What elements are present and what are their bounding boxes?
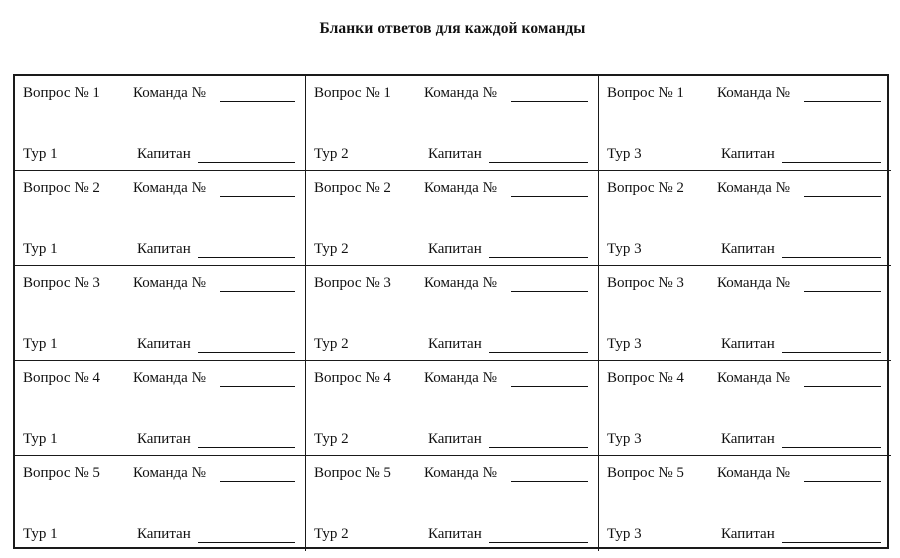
question-label-text: Вопрос №	[314, 465, 380, 481]
question-label-text: Вопрос №	[607, 85, 673, 101]
question-number: 5	[92, 465, 100, 481]
card-header-line	[599, 275, 891, 295]
round-label-text: Тур	[314, 146, 338, 162]
question-number: 2	[383, 180, 391, 196]
round-label	[23, 431, 58, 448]
round-label	[23, 241, 58, 258]
captain-label: Капитан	[428, 336, 482, 352]
question-label-text: Вопрос №	[23, 370, 89, 386]
card-header-line	[306, 180, 598, 200]
question-number: 5	[383, 465, 391, 481]
captain-name-blank[interactable]	[782, 162, 881, 163]
round-number: 2	[341, 431, 349, 447]
captain-name-blank[interactable]	[489, 352, 588, 353]
round-label	[607, 336, 642, 353]
page-title: Бланки ответов для каждой команды	[319, 20, 586, 37]
captain-label: Капитан	[137, 241, 191, 257]
question-label-text: Вопрос №	[314, 370, 380, 386]
card-footer-line	[306, 431, 598, 451]
round-label	[314, 241, 349, 258]
card-footer-line	[15, 526, 305, 546]
question-label	[314, 85, 391, 102]
card-header-line	[599, 180, 891, 200]
card-header-line	[15, 275, 305, 295]
question-label-text: Вопрос №	[607, 180, 673, 196]
question-number: 2	[92, 180, 100, 196]
team-number-blank[interactable]	[220, 196, 295, 197]
question-number: 3	[676, 275, 684, 291]
round-number: 1	[50, 146, 58, 162]
captain-label: Капитан	[428, 241, 482, 257]
answer-card	[306, 361, 599, 456]
captain-name-blank[interactable]	[198, 447, 295, 448]
team-number-blank[interactable]	[220, 386, 295, 387]
team-label: Команда №	[717, 180, 790, 196]
question-label	[607, 465, 684, 482]
team-number-blank[interactable]	[511, 291, 588, 292]
answer-card	[306, 456, 599, 551]
captain-label: Капитан	[721, 336, 775, 352]
card-footer-line	[306, 336, 598, 356]
answer-card	[15, 266, 306, 361]
captain-name-blank[interactable]	[489, 162, 588, 163]
question-label	[607, 370, 684, 387]
question-label-text: Вопрос №	[23, 85, 89, 101]
answer-sheet-grid	[13, 74, 889, 549]
round-label	[23, 526, 58, 543]
question-label-text: Вопрос №	[607, 370, 673, 386]
round-label-text: Тур	[23, 336, 47, 352]
question-number: 2	[676, 180, 684, 196]
captain-label: Капитан	[428, 431, 482, 447]
team-number-blank[interactable]	[804, 196, 881, 197]
card-header-line	[599, 465, 891, 485]
captain-label: Капитан	[721, 146, 775, 162]
captain-label: Капитан	[137, 336, 191, 352]
round-number: 3	[634, 241, 642, 257]
question-number: 4	[676, 370, 684, 386]
team-label: Команда №	[133, 370, 206, 386]
question-label	[23, 85, 100, 102]
answer-card	[599, 456, 891, 551]
round-label-text: Тур	[23, 241, 47, 257]
team-number-blank[interactable]	[804, 386, 881, 387]
team-label: Команда №	[424, 275, 497, 291]
team-number-blank[interactable]	[220, 481, 295, 482]
question-label	[607, 275, 684, 292]
card-footer-line	[306, 146, 598, 166]
question-label-text: Вопрос №	[23, 275, 89, 291]
question-label	[607, 85, 684, 102]
team-number-blank[interactable]	[220, 291, 295, 292]
captain-name-blank[interactable]	[782, 257, 881, 258]
card-footer-line	[599, 431, 891, 451]
question-label	[314, 275, 391, 292]
round-number: 2	[341, 146, 349, 162]
round-label-text: Тур	[314, 431, 338, 447]
round-number: 1	[50, 431, 58, 447]
round-label	[314, 336, 349, 353]
card-header-line	[306, 275, 598, 295]
round-label-text: Тур	[607, 241, 631, 257]
round-label-text: Тур	[314, 336, 338, 352]
answer-card	[306, 171, 599, 266]
team-label: Команда №	[424, 180, 497, 196]
round-label	[23, 146, 58, 163]
question-label-text: Вопрос №	[23, 180, 89, 196]
captain-label: Капитан	[428, 526, 482, 542]
round-number: 1	[50, 526, 58, 542]
answer-card	[599, 76, 891, 171]
round-label	[314, 146, 349, 163]
team-label: Команда №	[424, 465, 497, 481]
team-label: Команда №	[717, 275, 790, 291]
team-label: Команда №	[717, 370, 790, 386]
team-label: Команда №	[133, 275, 206, 291]
answer-card	[15, 76, 306, 171]
captain-label: Капитан	[137, 146, 191, 162]
captain-label: Капитан	[137, 526, 191, 542]
captain-name-blank[interactable]	[198, 352, 295, 353]
team-number-blank[interactable]	[220, 101, 295, 102]
captain-name-blank[interactable]	[782, 542, 881, 543]
round-number: 2	[341, 336, 349, 352]
card-footer-line	[599, 526, 891, 546]
card-header-line	[306, 85, 598, 105]
card-header-line	[15, 85, 305, 105]
question-number: 1	[92, 85, 100, 101]
team-label: Команда №	[424, 370, 497, 386]
question-label	[23, 465, 100, 482]
card-header-line	[15, 180, 305, 200]
question-label-text: Вопрос №	[314, 85, 380, 101]
captain-label: Капитан	[721, 241, 775, 257]
question-number: 1	[383, 85, 391, 101]
team-number-blank[interactable]	[511, 196, 588, 197]
round-number: 3	[634, 146, 642, 162]
team-label: Команда №	[133, 465, 206, 481]
card-header-line	[306, 370, 598, 390]
captain-name-blank[interactable]	[489, 257, 588, 258]
round-number: 2	[341, 526, 349, 542]
team-label: Команда №	[133, 85, 206, 101]
team-label: Команда №	[133, 180, 206, 196]
question-number: 5	[676, 465, 684, 481]
card-header-line	[15, 370, 305, 390]
captain-name-blank[interactable]	[782, 352, 881, 353]
card-header-line	[306, 465, 598, 485]
answer-card	[306, 266, 599, 361]
round-label-text: Тур	[607, 146, 631, 162]
round-label	[314, 431, 349, 448]
round-label	[314, 526, 349, 543]
card-footer-line	[599, 241, 891, 261]
round-label	[607, 146, 642, 163]
question-number: 4	[383, 370, 391, 386]
question-label	[23, 370, 100, 387]
team-number-blank[interactable]	[511, 481, 588, 482]
question-number: 4	[92, 370, 100, 386]
captain-label: Капитан	[137, 431, 191, 447]
question-number: 3	[383, 275, 391, 291]
question-label-text: Вопрос №	[23, 465, 89, 481]
round-number: 3	[634, 336, 642, 352]
answer-card	[599, 266, 891, 361]
question-label	[314, 370, 391, 387]
round-label-text: Тур	[23, 431, 47, 447]
card-footer-line	[599, 146, 891, 166]
round-label-text: Тур	[23, 526, 47, 542]
question-number: 3	[92, 275, 100, 291]
question-label	[23, 275, 100, 292]
question-label-text: Вопрос №	[314, 275, 380, 291]
answer-card	[599, 361, 891, 456]
round-label-text: Тур	[607, 431, 631, 447]
card-footer-line	[306, 526, 598, 546]
round-label-text: Тур	[607, 336, 631, 352]
question-label	[314, 465, 391, 482]
team-number-blank[interactable]	[804, 291, 881, 292]
team-label: Команда №	[717, 85, 790, 101]
round-label	[607, 431, 642, 448]
card-footer-line	[15, 431, 305, 451]
team-number-blank[interactable]	[804, 101, 881, 102]
round-number: 3	[634, 431, 642, 447]
round-number: 1	[50, 241, 58, 257]
question-label	[607, 180, 684, 197]
captain-label: Капитан	[721, 431, 775, 447]
card-header-line	[599, 370, 891, 390]
round-number: 3	[634, 526, 642, 542]
card-footer-line	[15, 241, 305, 261]
card-footer-line	[599, 336, 891, 356]
question-label	[23, 180, 100, 197]
round-label-text: Тур	[607, 526, 631, 542]
round-label-text: Тур	[23, 146, 47, 162]
captain-name-blank[interactable]	[489, 542, 588, 543]
captain-name-blank[interactable]	[198, 257, 295, 258]
answer-card	[15, 361, 306, 456]
captain-name-blank[interactable]	[198, 542, 295, 543]
captain-name-blank[interactable]	[782, 447, 881, 448]
round-label	[23, 336, 58, 353]
team-number-blank[interactable]	[804, 481, 881, 482]
card-header-line	[15, 465, 305, 485]
round-number: 1	[50, 336, 58, 352]
round-label-text: Тур	[314, 526, 338, 542]
question-label-text: Вопрос №	[607, 275, 673, 291]
team-label: Команда №	[717, 465, 790, 481]
round-number: 2	[341, 241, 349, 257]
question-label-text: Вопрос №	[314, 180, 380, 196]
round-label-text: Тур	[314, 241, 338, 257]
card-header-line	[599, 85, 891, 105]
question-number: 1	[676, 85, 684, 101]
captain-label: Капитан	[428, 146, 482, 162]
captain-name-blank[interactable]	[198, 162, 295, 163]
card-footer-line	[306, 241, 598, 261]
captain-label: Капитан	[721, 526, 775, 542]
team-number-blank[interactable]	[511, 386, 588, 387]
captain-name-blank[interactable]	[489, 447, 588, 448]
question-label-text: Вопрос №	[607, 465, 673, 481]
answer-card	[15, 171, 306, 266]
round-label	[607, 526, 642, 543]
team-number-blank[interactable]	[511, 101, 588, 102]
question-label	[314, 180, 391, 197]
round-label	[607, 241, 642, 258]
card-footer-line	[15, 146, 305, 166]
card-footer-line	[15, 336, 305, 356]
team-label: Команда №	[424, 85, 497, 101]
answer-card	[15, 456, 306, 551]
answer-card	[599, 171, 891, 266]
answer-card	[306, 76, 599, 171]
